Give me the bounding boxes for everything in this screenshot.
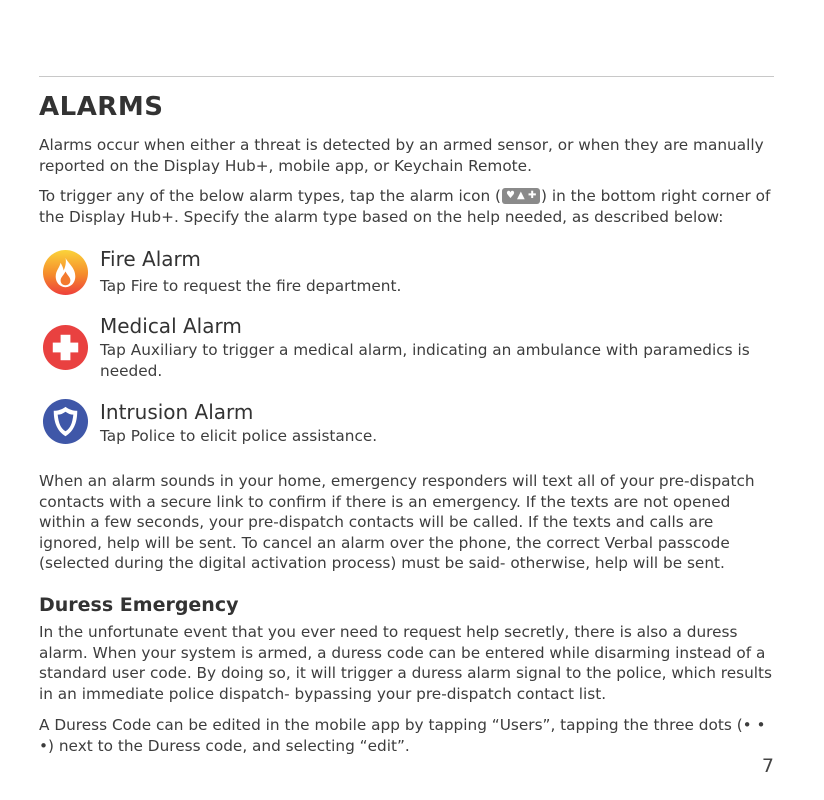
intro-paragraph: Alarms occur when either a threat is detected by an armed sensor, or when they are manually reported on the Display Hub+, mobile app, or Keychain Remote. (39, 136, 764, 175)
top-divider (39, 76, 774, 77)
medical-alarm-title: Medical Alarm (100, 314, 242, 338)
fire-alarm-description: Tap Fire to request the fire department. (100, 277, 402, 295)
alarm-button-icon: ♥ ▲ ✚ (502, 188, 540, 204)
duress-paragraph-2: A Duress Code can be edited in the mobile app by tapping “Users”, tapping the three dots (• • •) next to the Duress code, and selecting “edit”. (39, 716, 766, 755)
page-title: ALARMS (39, 92, 164, 122)
medical-alarm-description: Tap Auxiliary to trigger a medical alarm, indicating an ambulance with paramedics is needed. (100, 341, 750, 380)
duress-paragraph-1: In the unfortunate event that you ever need to request help secretly, there is also a duress alarm. When your system is armed, a duress code can be entered while disarming instead of a standard user code. By doing so, it will trigger a duress alarm signal to the police, which results in an immediate police dispatch- bypassing your pre-dispatch contact list. (39, 623, 773, 703)
medical-cross-icon (42, 324, 89, 371)
trigger-text-after: ) in the bottom right corner of the Display Hub+. Specify the alarm type based on the help needed, as described below: (39, 187, 771, 226)
trigger-text-before: To trigger any of the below alarm types, tap the alarm icon ( (39, 187, 502, 205)
dispatch-paragraph: When an alarm sounds in your home, emergency responders will text all of your pre-dispatch contacts with a secure link to confirm if there is an emergency. If the texts are not opened within a few seconds, your pre-dispatch contacts will be called. If the texts and calls are ignored, help will be sent. To cancel an alarm over the phone, the correct Verbal passcode (selected during the digital activation process) must be said- otherwise, help will be sent. (39, 472, 755, 572)
page-number: 7 (761, 755, 774, 777)
intrusion-alarm-title: Intrusion Alarm (100, 400, 254, 424)
trigger-paragraph (39, 186, 779, 227)
fire-alarm-title: Fire Alarm (100, 247, 201, 271)
fire-icon (42, 249, 89, 296)
intrusion-alarm-description: Tap Police to elicit police assistance. (100, 427, 378, 445)
shield-icon (42, 398, 89, 445)
duress-heading: Duress Emergency (39, 594, 239, 616)
